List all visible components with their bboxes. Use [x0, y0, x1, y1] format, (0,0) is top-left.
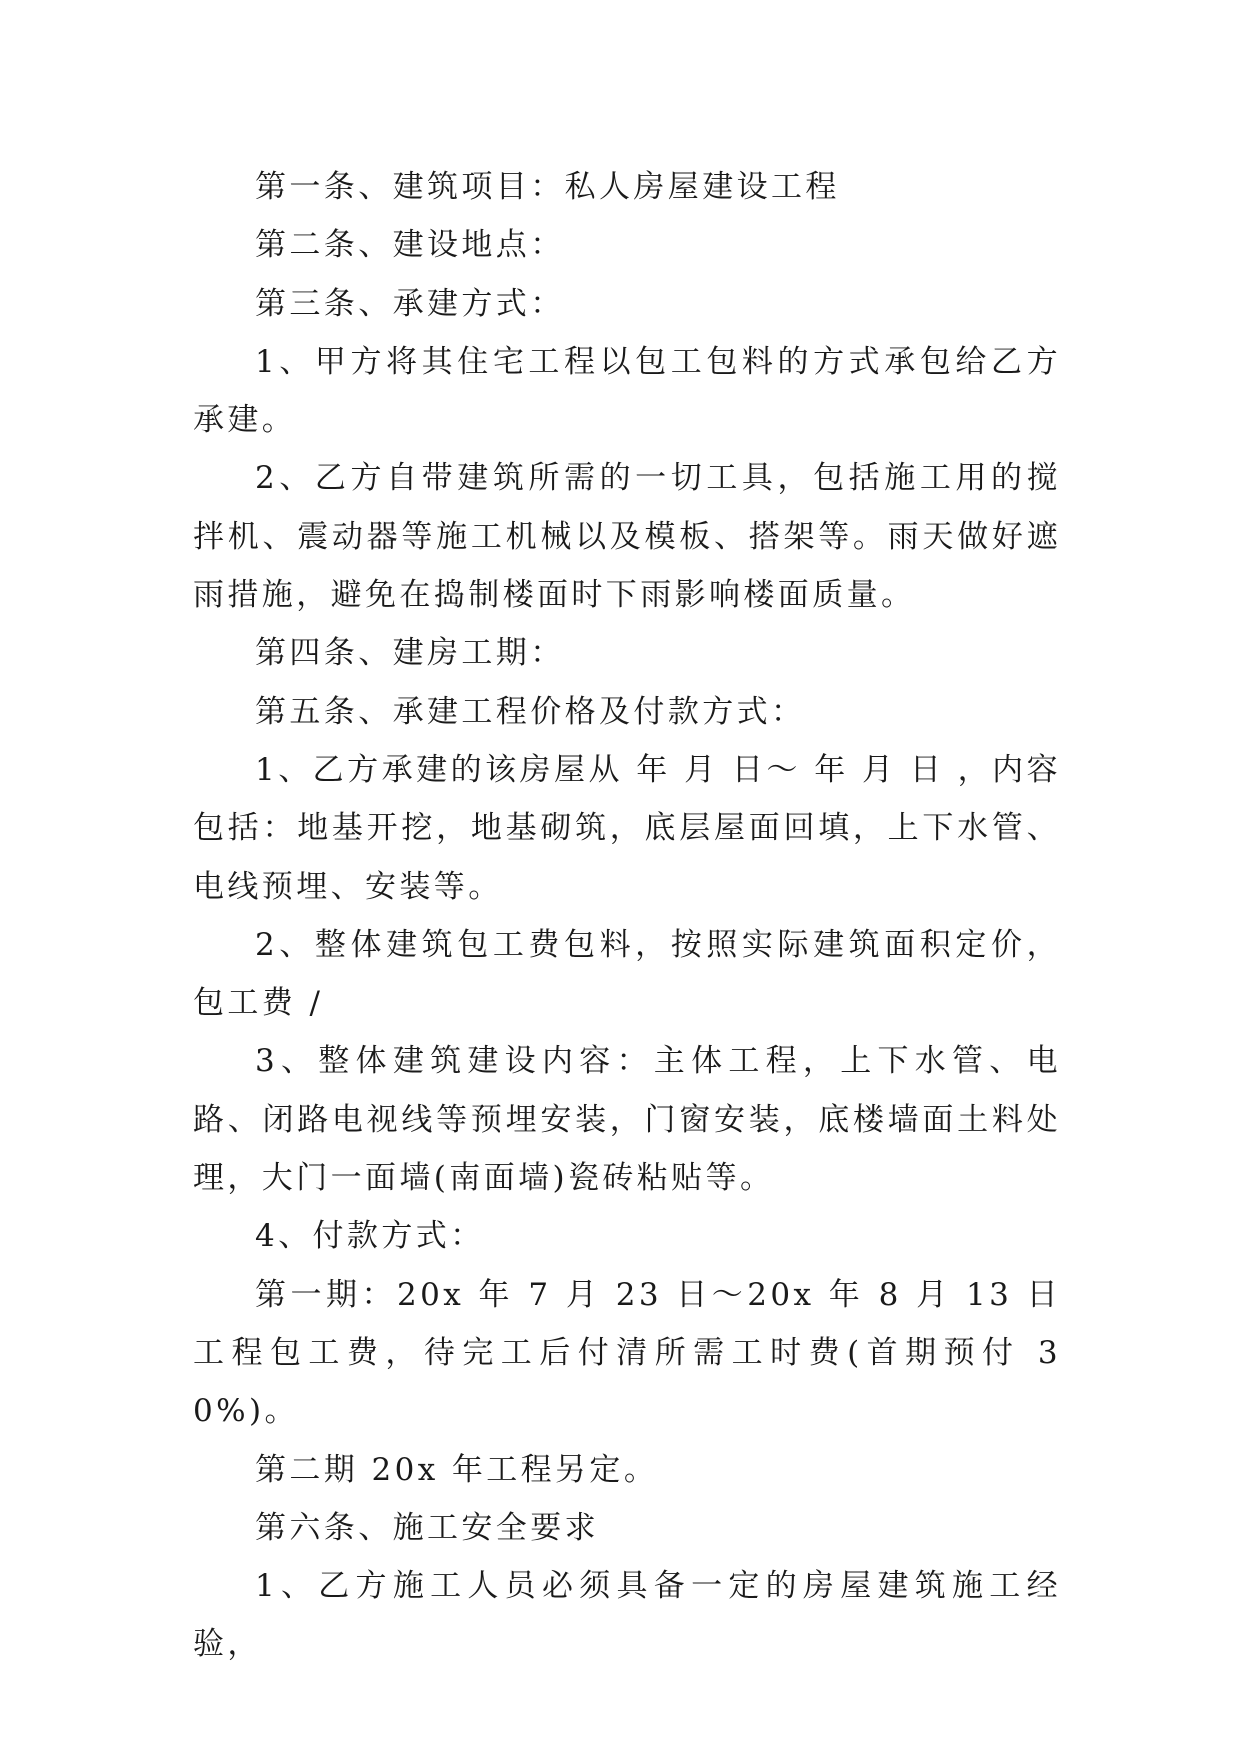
clause-5-price-payment: 第五条、承建工程价格及付款方式：: [255, 693, 806, 730]
clause-3-item-2: 2、乙方自带建筑所需的一切工具，包括施工用的搅拌机、震动器等施工机械以及模板、搭架等。雨天做好遮雨措施，避免在捣制楼面时下雨影响楼面质量。: [193, 460, 1061, 614]
clause-2-location: 第二条、建设地点：: [255, 227, 565, 264]
clause-6-safety: 第六条、施工安全要求: [255, 1509, 599, 1546]
payment-phase-1: 第一期：20x 年 7 月 23 日～20x 年 8 月 13 日工程包工费，待完工后付清所需工时费(首期预付 30%)。: [193, 1276, 1061, 1430]
clause-5-item-1: 1、乙方承建的该房屋从 年 月 日～ 年 月 日 ，内容包括：地基开挖，地基砌筑，底层屋面回填，上下水管、电线预埋、安装等。: [193, 751, 1061, 905]
clause-1-project: 第一条、建筑项目：私人房屋建设工程: [255, 169, 840, 205]
clause-5-item-4: 4、付款方式：: [255, 1218, 485, 1255]
payment-phase-2: 第二期 20x 年工程另定。: [255, 1451, 659, 1488]
clause-3-method: 第三条、承建方式：: [255, 285, 565, 322]
clause-5-item-3: 3、整体建筑建设内容：主体工程，上下水管、电路、闭路电视线等预埋安装，门窗安装，底楼墙面土料处理，大门一面墙(南面墙)瓷砖粘贴等。: [193, 1043, 1061, 1197]
clause-5-item-2: 2、整体建筑包工费包料，按照实际建筑面积定价，包工费 /: [193, 926, 1061, 1022]
clause-4-period: 第四条、建房工期：: [255, 635, 565, 672]
clause-3-item-1: 1、甲方将其住宅工程以包工包料的方式承包给乙方承建。: [193, 343, 1061, 439]
clause-6-item-1: 1、乙方施工人员必须具备一定的房屋建筑施工经验，: [193, 1568, 1061, 1663]
document-body: [193, 158, 1061, 1674]
